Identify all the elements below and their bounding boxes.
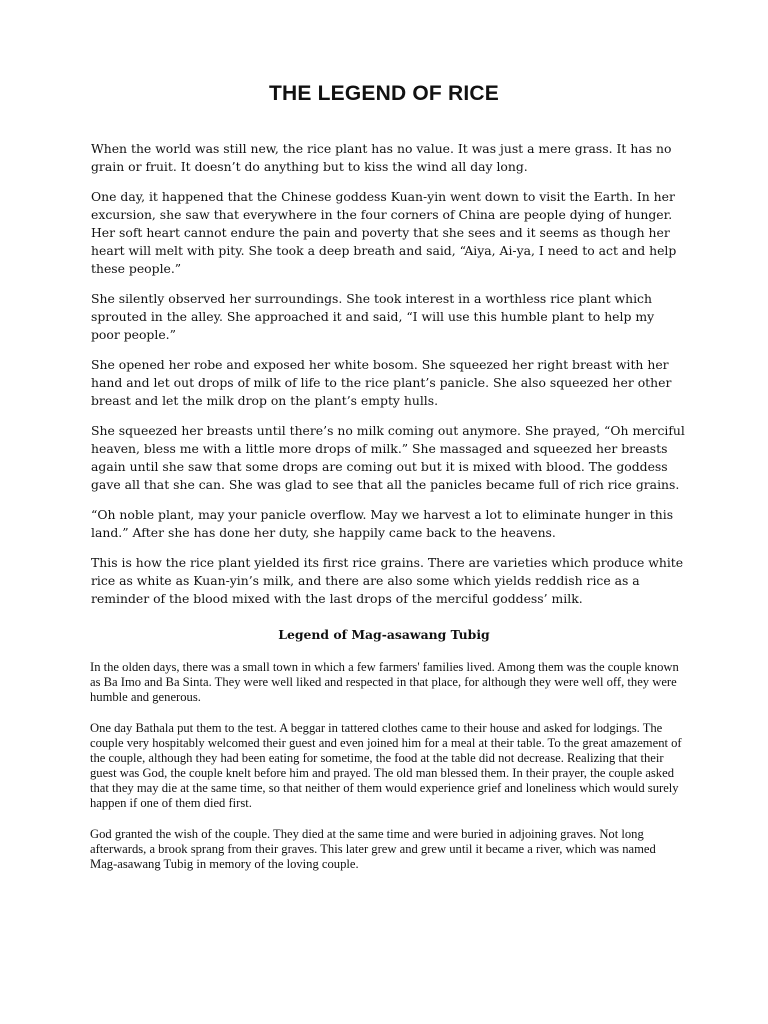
paragraph: “Oh noble plant, may your panicle overflow. May we harvest a lot to eliminate hunger in this land.” After she has done her duty, she happily came back to the heavens. (91, 507, 674, 540)
legend-of-rice-section (91, 140, 686, 620)
paragraph: One day Bathala put them to the test. A beggar in tattered clothes came to their house and asked for lodgings. The couple very hospitably welcomed their guest and even joined him for a meal at their table. To the great amazement of the couple, although they had been eating for sometime, the food at the table did not decrease. Realizing that their guest was God, the couple knelt before him and prayed. The old man blessed them. In their prayer, the couple asked that they may die at the same time, so that neither of them would experience grief and loneliness which would surely happen if one of them died first. (90, 721, 682, 810)
paragraph: God granted the wish of the couple. They died at the same time and were buried in adjoining graves. Not long afterwards, a brook sprang from their graves. This later grew and grew until it became a river, which was named Mag-asawang Tubig in memory of the loving couple. (90, 827, 656, 871)
paragraph: When the world was still new, the rice plant has no value. It was just a mere grass. It has no grain or fruit. It doesn’t do anything but to kiss the wind all day long. (91, 141, 672, 174)
paragraph: She opened her robe and exposed her white bosom. She squeezed her right breast with her hand and let out drops of milk of life to the rice plant’s panicle. She also squeezed her other breast and let the milk drop on the plant’s empty hulls. (91, 357, 672, 408)
section-title: Legend of Mag-asawang Tubig (278, 627, 490, 642)
page-title: THE LEGEND OF RICE (269, 82, 499, 105)
legend-of-mag-asawang-tubig-section (90, 660, 686, 888)
paragraph: She squeezed her breasts until there’s no milk coming out anymore. She prayed, “Oh merciful heaven, bless me with a little more drops of milk.” She massaged and squeezed her breasts again until she saw that some drops are coming out but it is mixed with blood. The goddess gave all that she can. She was glad to see that all the panicles became full of rich rice grains. (91, 423, 685, 492)
paragraph: In the olden days, there was a small town in which a few farmers' families lived. Among them was the couple known as Ba Imo and Ba Sinta. They were well liked and respected in that place, for although they were well off, they were humble and generous. (90, 660, 679, 704)
paragraph: This is how the rice plant yielded its first rice grains. There are varieties which produce white rice as white as Kuan-yin’s milk, and there are also some which yields reddish rice as a reminder of the blood mixed with the last drops of the merciful goddess’ milk. (91, 555, 684, 606)
paragraph: One day, it happened that the Chinese goddess Kuan-yin went down to visit the Earth. In her excursion, she saw that everywhere in the four corners of China are people dying of hunger. Her soft heart cannot endure the pain and poverty that she sees and it seems as though her heart will melt with pity. She took a deep breath and said, “Aiya, Ai-ya, I need to act and help these people.” (91, 189, 677, 276)
paragraph: She silently observed her surroundings. She took interest in a worthless rice plant which sprouted in the alley. She approached it and said, “I will use this humble plant to help my poor people.” (91, 291, 655, 342)
